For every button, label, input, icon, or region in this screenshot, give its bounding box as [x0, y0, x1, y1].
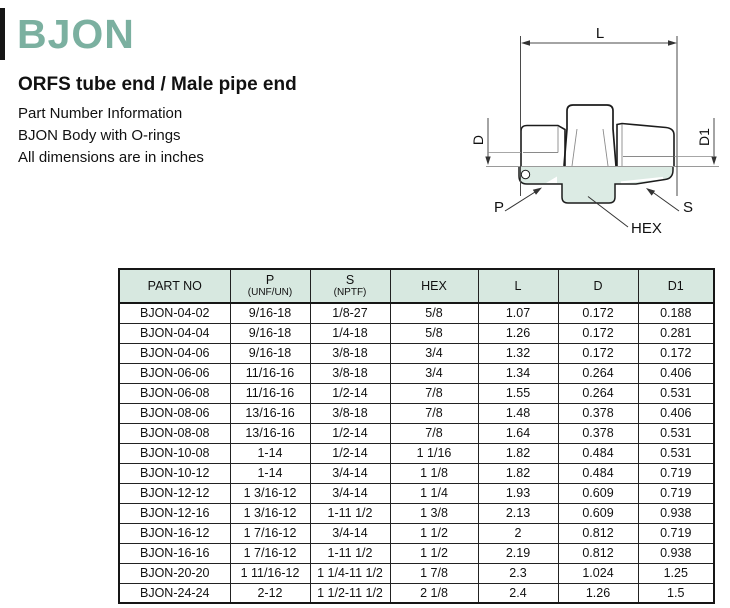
l-cell: 2: [478, 523, 558, 543]
column-label: D: [593, 278, 603, 293]
p-thread-cell: 1-14: [230, 443, 310, 463]
d1-cell: 0.938: [638, 543, 714, 563]
d1-cell: 0.531: [638, 383, 714, 403]
parts-table: [118, 268, 715, 604]
p-thread-cell: 11/16-16: [230, 383, 310, 403]
d-cell: 0.264: [558, 383, 638, 403]
hex-cell: 1 1/8: [390, 463, 478, 483]
hex-cell: 2 1/8: [390, 583, 478, 603]
subtitle-part-number-info: Part Number Information: [18, 105, 183, 122]
d-cell: 1.26: [558, 583, 638, 603]
s-thread-cell: 1/4-18: [310, 323, 390, 343]
table-row: [119, 583, 714, 603]
table-row: [119, 383, 714, 403]
page-subtitles: [18, 103, 204, 169]
subtitle-body-orings: BJON Body with O-rings: [18, 127, 181, 144]
part-no-cell: BJON-16-12: [119, 523, 230, 543]
p-thread-cell: 1 3/16-12: [230, 503, 310, 523]
l-cell: 2.4: [478, 583, 558, 603]
l-cell: 1.64: [478, 423, 558, 443]
s-thread-cell: 3/4-14: [310, 463, 390, 483]
column-label: PART NO: [147, 278, 202, 293]
l-cell: 1.34: [478, 363, 558, 383]
p-thread-cell: 13/16-16: [230, 403, 310, 423]
column-label: S: [345, 273, 355, 287]
part-no-cell: BJON-04-04: [119, 323, 230, 343]
d1-cell: 1.5: [638, 583, 714, 603]
column-header-part-no: [119, 269, 230, 303]
dim-label-d1: D1: [696, 128, 712, 146]
technical-drawing: [455, 0, 730, 250]
table-row: [119, 463, 714, 483]
d1-cell: 0.531: [638, 443, 714, 463]
p-thread-cell: 11/16-16: [230, 363, 310, 383]
fitting-lower-silhouette: [519, 167, 673, 203]
parts-table-body: [119, 303, 714, 603]
d-cell: 0.609: [558, 503, 638, 523]
d1-cell: 0.938: [638, 503, 714, 523]
s-thread-cell: 1/2-14: [310, 423, 390, 443]
dim-label-l: L: [595, 25, 605, 42]
dim-arrow-d1: [711, 157, 716, 166]
nptf-end-outline: [617, 124, 674, 167]
table-row: [119, 483, 714, 503]
l-cell: 1.93: [478, 483, 558, 503]
l-cell: 1.82: [478, 443, 558, 463]
leader-p: [505, 190, 539, 212]
l-cell: 1.48: [478, 403, 558, 423]
p-thread-cell: 1 3/16-12: [230, 483, 310, 503]
s-thread-cell: 1/8-27: [310, 303, 390, 323]
d1-cell: 0.172: [638, 343, 714, 363]
part-no-cell: BJON-24-24: [119, 583, 230, 603]
p-thread-cell: 2-12: [230, 583, 310, 603]
d-cell: 0.609: [558, 483, 638, 503]
column-sublabel: (UNF/UN): [247, 287, 293, 298]
s-thread-cell: 1/2-14: [310, 383, 390, 403]
d1-cell: 1.25: [638, 563, 714, 583]
column-label: D1: [667, 278, 684, 293]
l-cell: 1.07: [478, 303, 558, 323]
l-cell: 1.32: [478, 343, 558, 363]
s-thread-cell: 1/2-14: [310, 443, 390, 463]
part-no-cell: BJON-20-20: [119, 563, 230, 583]
d-cell: 0.378: [558, 423, 638, 443]
p-thread-cell: 9/16-18: [230, 303, 310, 323]
part-no-cell: BJON-06-06: [119, 363, 230, 383]
column-header-d1: [638, 269, 714, 303]
p-thread-cell: 1 7/16-12: [230, 543, 310, 563]
s-thread-cell: 3/4-14: [310, 483, 390, 503]
s-thread-cell: 1-11 1/2: [310, 543, 390, 563]
column-header-d: [558, 269, 638, 303]
leader-arrow-p: [533, 188, 542, 195]
part-no-cell: BJON-04-02: [119, 303, 230, 323]
table-row: [119, 503, 714, 523]
d1-cell: 0.531: [638, 423, 714, 443]
p-thread-cell: 9/16-18: [230, 323, 310, 343]
l-cell: 1.82: [478, 463, 558, 483]
d-cell: 0.378: [558, 403, 638, 423]
d1-cell: 0.406: [638, 363, 714, 383]
o-ring: [521, 170, 529, 178]
hex-face-left: [572, 129, 577, 166]
s-thread-cell: 1-11 1/2: [310, 503, 390, 523]
dim-arrow-l-left: [521, 40, 530, 45]
part-no-cell: BJON-04-06: [119, 343, 230, 363]
dim-arrow-d: [485, 157, 490, 166]
d1-cell: 0.719: [638, 463, 714, 483]
d-cell: 0.264: [558, 363, 638, 383]
s-thread-cell: 3/8-18: [310, 403, 390, 423]
hex-cell: 1 1/2: [390, 543, 478, 563]
part-no-cell: BJON-16-16: [119, 543, 230, 563]
subtitle-dimension-units: All dimensions are in inches: [18, 149, 204, 166]
column-label: L: [514, 278, 522, 293]
d-cell: 0.812: [558, 523, 638, 543]
s-thread-cell: 1 1/4-11 1/2: [310, 563, 390, 583]
column-header-hex: [390, 269, 478, 303]
s-thread-cell: 3/4-14: [310, 523, 390, 543]
leader-arrow-s: [646, 188, 655, 196]
l-cell: 2.3: [478, 563, 558, 583]
hex-cell: 1 1/4: [390, 483, 478, 503]
d1-cell: 0.281: [638, 323, 714, 343]
d-cell: 0.172: [558, 323, 638, 343]
d-cell: 0.484: [558, 443, 638, 463]
column-label: HEX: [421, 278, 447, 293]
brand-logo: BJON: [17, 11, 135, 57]
table-row: [119, 323, 714, 343]
hex-cell: 1 7/8: [390, 563, 478, 583]
s-thread-cell: 1 1/2-11 1/2: [310, 583, 390, 603]
part-no-cell: BJON-06-08: [119, 383, 230, 403]
part-no-cell: BJON-10-08: [119, 443, 230, 463]
column-sublabel: (NPTF): [333, 287, 367, 298]
p-thread-cell: 1 7/16-12: [230, 523, 310, 543]
hex-outline: [564, 105, 616, 166]
hex-cell: 7/8: [390, 423, 478, 443]
hex-cell: 1 1/16: [390, 443, 478, 463]
p-thread-cell: 1-14: [230, 463, 310, 483]
hex-cell: 5/8: [390, 303, 478, 323]
d-cell: 0.812: [558, 543, 638, 563]
label-hex: HEX: [631, 220, 662, 237]
part-no-cell: BJON-12-16: [119, 503, 230, 523]
d1-cell: 0.188: [638, 303, 714, 323]
hex-cell: 5/8: [390, 323, 478, 343]
table-row: [119, 403, 714, 423]
table-row: [119, 543, 714, 563]
table-row: [119, 443, 714, 463]
parts-table-head: [119, 269, 714, 303]
table-row: [119, 563, 714, 583]
label-p: P: [494, 199, 505, 216]
d-cell: 0.484: [558, 463, 638, 483]
d1-cell: 0.719: [638, 483, 714, 503]
brand-accent-bar: [0, 8, 5, 60]
table-row: [119, 363, 714, 383]
dim-label-d: D: [470, 134, 486, 146]
l-cell: 2.13: [478, 503, 558, 523]
hex-face-right: [603, 129, 608, 166]
hex-cell: 7/8: [390, 383, 478, 403]
s-thread-cell: 3/8-18: [310, 343, 390, 363]
table-row: [119, 343, 714, 363]
hex-cell: 1 3/8: [390, 503, 478, 523]
column-header-l: [478, 269, 558, 303]
l-cell: 1.26: [478, 323, 558, 343]
p-thread-cell: 13/16-16: [230, 423, 310, 443]
s-thread-cell: 3/8-18: [310, 363, 390, 383]
table-header-row: [119, 269, 714, 303]
table-row: [119, 423, 714, 443]
part-no-cell: BJON-12-12: [119, 483, 230, 503]
page-title: ORFS tube end / Male pipe end: [18, 74, 297, 95]
hex-cell: 3/4: [390, 363, 478, 383]
d1-cell: 0.719: [638, 523, 714, 543]
table-row: [119, 303, 714, 323]
p-thread-cell: 1 11/16-12: [230, 563, 310, 583]
table-row: [119, 523, 714, 543]
d1-cell: 0.406: [638, 403, 714, 423]
column-header-p: [230, 269, 310, 303]
part-no-cell: BJON-08-08: [119, 423, 230, 443]
d-cell: 1.024: [558, 563, 638, 583]
part-no-cell: BJON-08-06: [119, 403, 230, 423]
l-cell: 1.55: [478, 383, 558, 403]
hex-cell: 1 1/2: [390, 523, 478, 543]
hex-cell: 7/8: [390, 403, 478, 423]
d-cell: 0.172: [558, 303, 638, 323]
column-label: P: [265, 273, 275, 287]
part-no-cell: BJON-10-12: [119, 463, 230, 483]
column-header-s: [310, 269, 390, 303]
dim-arrow-l-right: [668, 40, 677, 45]
p-thread-cell: 9/16-18: [230, 343, 310, 363]
l-cell: 2.19: [478, 543, 558, 563]
d-cell: 0.172: [558, 343, 638, 363]
label-s: S: [683, 199, 694, 216]
hex-cell: 3/4: [390, 343, 478, 363]
